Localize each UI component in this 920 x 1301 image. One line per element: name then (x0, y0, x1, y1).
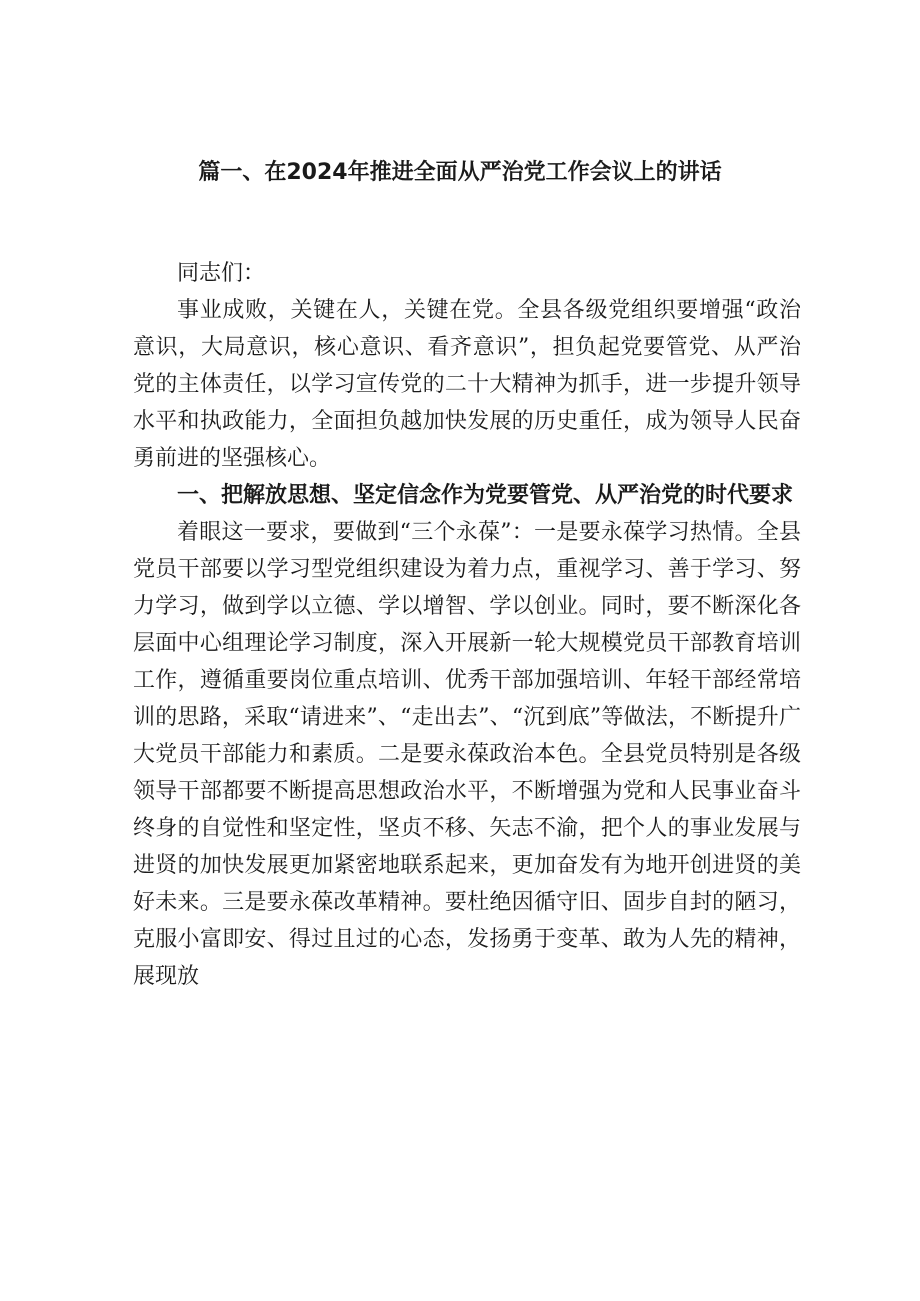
document-title: 篇一、在2024年推进全面从严治党工作会议上的讲话 (198, 160, 722, 185)
intro-paragraph: 事业成败，关键在人，关键在党。全县各级党组织要增强“政治意识，大局意识，核心意识、看齐意识”，担负起党要管党、从严治党的主体责任，以学习宣传党的二十大精神为抓手，进一步提升领导水平和执政能力，全面担负越加快发展的历史重任，成为领导人民奋勇前进的坚强核心。 (133, 298, 801, 471)
salutation: 同志们： (177, 261, 266, 286)
section-paragraph-1: 着眼这一要求，要做到“三个永葆”：一是要永葆学习热情。全县党员干部要以学习型党组织建设为着力点，重视学习、善于学习、努力学习，做到学以立德、学以增智、学以创业。同时，要不断深化各层面中心组理论学习制度，深入开展新一轮大规模党员干部教育培训工作，遵循重要岗位重点培训、优秀干部加强培训、年轻干部经常培训的思路，采取“请进来”、“走出去”、“沉到底”等做法，不断提升广大党员干部能力和素质。二是要永葆政治本色。全县党员特别是各级领导干部都要不断提高思想政治水平，不断增强为党和人民事业奋斗终身的自觉性和坚定性，坚贞不移、矢志不渝，把个人的事业发展与进贤的加快发展更加紧密地联系起来，更加奋发有为地开创进贤的美好未来。三是要永葆改革精神。要杜绝因循守旧、固步自封的陋习，克服小富即安、得过且过的心态，发扬勇于变革、敢为人先的精神，展现放 (133, 520, 801, 989)
section-heading-1: 一、把解放思想、坚定信念作为党要管党、从严治党的时代要求 (177, 483, 794, 508)
document-body (133, 255, 801, 995)
